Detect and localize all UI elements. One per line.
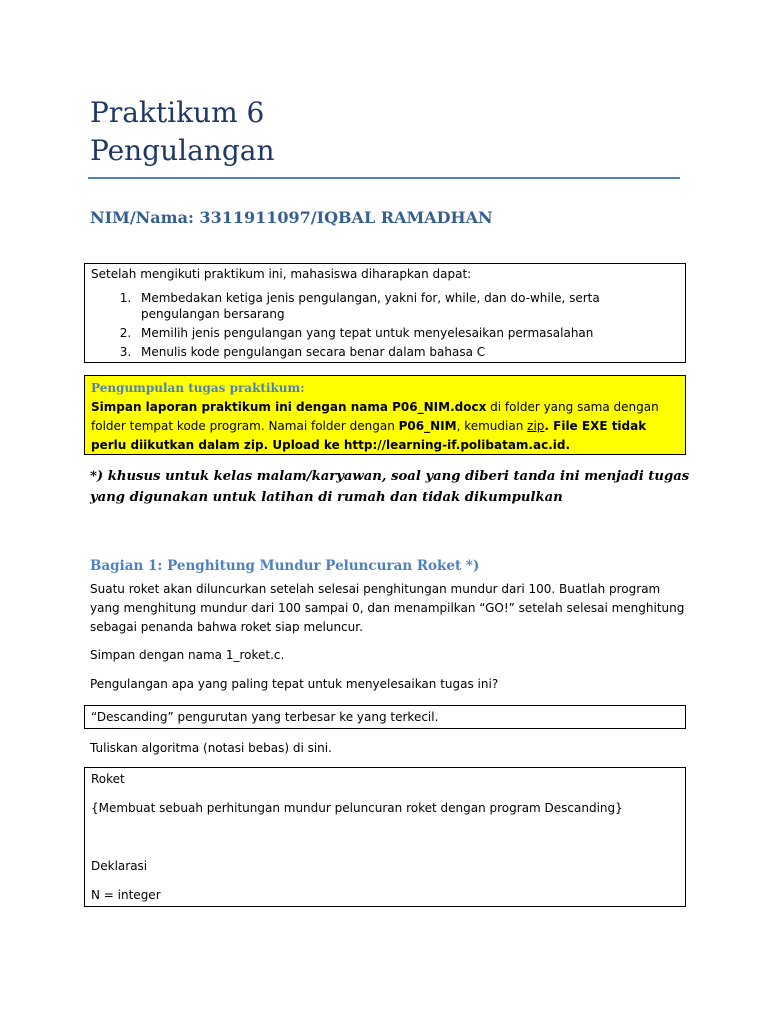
answer-text: “Descanding” pengurutan yang terbesar ke yang terkecil. (91, 710, 439, 724)
submission-foldername: P06_NIM (398, 419, 457, 433)
submission-text-4: . File EXE tidak perlu diikutkan dalam zip. Upload ke http://learning-if.polibatam.ac.id. (91, 419, 647, 452)
save-as-instruction: Simpan dengan nama 1_roket.c. (90, 648, 285, 662)
algorithm-box (84, 767, 686, 907)
answer-box (84, 705, 686, 729)
section-1-heading: Bagian 1: Penghitung Mundur Peluncuran Roket *) (90, 558, 480, 574)
objective-item: 3. Menulis kode pengulangan secara benar dalam bahasa C (135, 344, 679, 360)
page-title (90, 94, 274, 170)
title-line-2: Pengulangan (90, 134, 275, 167)
objectives-intro: Setelah mengikuti praktikum ini, mahasiswa diharapkan dapat: (91, 267, 472, 281)
student-id-name: NIM/Nama: 3311911097/IQBAL RAMADHAN (90, 208, 493, 227)
submission-box (84, 375, 686, 455)
title-divider (88, 177, 680, 179)
algorithm-name: Roket (91, 772, 125, 786)
submission-filename: P06_NIM.docx (392, 400, 487, 414)
submission-zip: zip (527, 419, 545, 433)
declaration-line: N = integer (91, 888, 161, 902)
algorithm-comment: {Membuat sebuah perhitungan mundur peluncuran roket dengan program Descanding} (91, 801, 623, 815)
submission-text-3: , kemudian (456, 419, 528, 433)
objectives-list (91, 290, 679, 360)
evening-class-note: *) khusus untuk kelas malam/karyawan, soal yang diberi tanda ini menjadi tugas yang digunakan untuk latihan di rumah dan tidak dikumpulkan (90, 469, 690, 505)
submission-text-1: Simpan laporan praktikum ini dengan nama (91, 400, 393, 414)
objective-item: 2. Memilih jenis pengulangan yang tepat untuk menyelesaikan permasalahan (135, 325, 679, 341)
objectives-box (84, 263, 686, 363)
submission-heading: Pengumpulan tugas praktikum: (91, 381, 305, 395)
section-1-description: Suatu roket akan diluncurkan setelah selesai penghitungan mundur dari 100. Buatlah program yang menghitung mundur dari 100 sampai 0, dan menampilkan “GO!” setelah selesai menghitung sebagai penanda bahwa roket siap meluncur. (90, 582, 685, 634)
objective-item: 1. Membedakan ketiga jenis pengulangan, yakni for, while, dan do-while, serta pengulangan bersarang (135, 290, 679, 322)
submission-instructions (91, 398, 679, 455)
title-line-1: Praktikum 6 (90, 96, 265, 129)
declaration-heading: Deklarasi (91, 859, 148, 873)
submission-text-2: di folder yang sama dengan folder tempat kode program. Namai folder dengan (91, 400, 659, 433)
loop-question: Pengulangan apa yang paling tepat untuk menyelesaikan tugas ini? (90, 677, 499, 691)
algorithm-prompt: Tuliskan algoritma (notasi bebas) di sini. (90, 741, 332, 755)
